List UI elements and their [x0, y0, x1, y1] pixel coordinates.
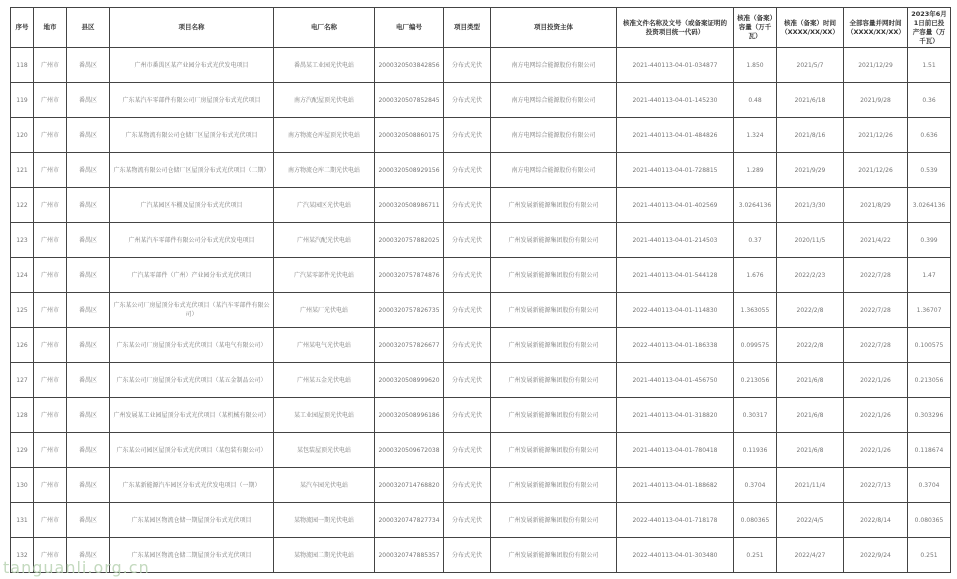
cell-plant-id: 2000320757826677: [375, 328, 444, 363]
cell-grid-date: 2021/9/28: [844, 83, 908, 118]
cell-project-name: 广东某公司厂房屋顶分布式光伏项目（某汽车零部件有限公司）: [110, 293, 274, 328]
cell-city: 广州市: [34, 328, 67, 363]
cell-installed-capacity: 0.399: [908, 223, 951, 258]
cell-grid-date: 2021/12/26: [844, 153, 908, 188]
cell-plant-id: 2000320757874876: [375, 258, 444, 293]
cell-installed-capacity: 1.47: [908, 258, 951, 293]
cell-investor: 广州发展新能源集团股份有限公司: [491, 188, 617, 223]
cell-city: 广州市: [34, 118, 67, 153]
cell-capacity: 0.3704: [734, 468, 777, 503]
project-table: [10, 7, 951, 573]
cell-district: 番禺区: [67, 328, 110, 363]
cell-grid-date: 2022/7/28: [844, 293, 908, 328]
cell-index: 120: [11, 118, 34, 153]
cell-project-type: 分布式光伏: [444, 48, 491, 83]
cell-grid-date: 2022/1/26: [844, 433, 908, 468]
cell-capacity: 0.30317: [734, 398, 777, 433]
cell-project-name: 广州某汽车零部件有限公司分布式光伏发电项目: [110, 223, 274, 258]
cell-grid-date: 2022/1/26: [844, 363, 908, 398]
cell-capacity: 3.0264136: [734, 188, 777, 223]
cell-plant-id: 2000320507852845: [375, 83, 444, 118]
header-district: 县区: [67, 8, 110, 48]
cell-project-name: 广州发展某工业园屋顶分布式光伏项目（某机械有限公司）: [110, 398, 274, 433]
cell-capacity: 0.251: [734, 538, 777, 573]
cell-approval-date: 2021/3/30: [777, 188, 844, 223]
cell-city: 广州市: [34, 503, 67, 538]
cell-plant-id: 2000320508996186: [375, 398, 444, 433]
cell-approval-date: 2020/11/5: [777, 223, 844, 258]
cell-approval-code: 2021-440113-04-01-188682: [617, 468, 734, 503]
cell-capacity: 0.37: [734, 223, 777, 258]
cell-approval-code: 2021-440113-04-01-484826: [617, 118, 734, 153]
cell-capacity: 1.676: [734, 258, 777, 293]
cell-project-name: 广东某园区物流仓储一期屋顶分布式光伏项目: [110, 503, 274, 538]
cell-city: 广州市: [34, 468, 67, 503]
cell-approval-date: 2021/6/8: [777, 433, 844, 468]
cell-city: 广州市: [34, 83, 67, 118]
cell-grid-date: 2022/7/13: [844, 468, 908, 503]
cell-plant-name: 南方汽配屋顶光伏电站: [274, 83, 375, 118]
cell-project-type: 分布式光伏: [444, 293, 491, 328]
cell-plant-name: 南方物流仓库二期光伏电站: [274, 153, 375, 188]
cell-plant-id: 2000320509672038: [375, 433, 444, 468]
cell-city: 广州市: [34, 188, 67, 223]
cell-investor: 南方电网综合能源股份有限公司: [491, 153, 617, 188]
cell-installed-capacity: 0.636: [908, 118, 951, 153]
cell-plant-id: 2000320508999620: [375, 363, 444, 398]
cell-approval-code: 2022-440113-04-01-718178: [617, 503, 734, 538]
cell-investor: 广州发展新能源集团股份有限公司: [491, 433, 617, 468]
cell-capacity: 1.363055: [734, 293, 777, 328]
cell-index: 121: [11, 153, 34, 188]
cell-approval-date: 2022/4/27: [777, 538, 844, 573]
header-plant-id: 电厂编号: [375, 8, 444, 48]
table-row: [11, 328, 951, 363]
cell-project-type: 分布式光伏: [444, 223, 491, 258]
header-approval-date: 核准（备案）时间（XXXX/XX/XX）: [777, 8, 844, 48]
cell-installed-capacity: 0.36: [908, 83, 951, 118]
cell-investor: 南方电网综合能源股份有限公司: [491, 48, 617, 83]
header-grid-date: 全部容量并网时间（XXXX/XX/XX）: [844, 8, 908, 48]
table-row: [11, 538, 951, 573]
cell-project-name: 广东某公司厂房屋顶分布式光伏项目（某五金制品公司）: [110, 363, 274, 398]
cell-installed-capacity: 0.080365: [908, 503, 951, 538]
cell-investor: 广州发展新能源集团股份有限公司: [491, 398, 617, 433]
cell-district: 番禺区: [67, 503, 110, 538]
cell-plant-id: 2000320747885357: [375, 538, 444, 573]
cell-approval-code: 2022-440113-04-01-186338: [617, 328, 734, 363]
cell-project-type: 分布式光伏: [444, 118, 491, 153]
cell-project-name: 广州市番禺区某产业园分布式光伏发电项目: [110, 48, 274, 83]
cell-approval-date: 2021/6/8: [777, 363, 844, 398]
cell-plant-name: 广州某厂光伏电站: [274, 293, 375, 328]
cell-approval-code: 2021-440113-04-01-456750: [617, 363, 734, 398]
cell-district: 番禺区: [67, 153, 110, 188]
cell-district: 番禺区: [67, 223, 110, 258]
cell-plant-name: 某物流园一期光伏电站: [274, 503, 375, 538]
cell-city: 广州市: [34, 258, 67, 293]
watermark: tanguanli.org.cn: [3, 558, 150, 577]
cell-plant-name: 某工业园屋顶光伏电站: [274, 398, 375, 433]
header-installed-capacity: 2023年6月1日前已投产容量（万千瓦）: [908, 8, 951, 48]
header-city: 地市: [34, 8, 67, 48]
cell-district: 番禺区: [67, 188, 110, 223]
cell-project-name: 广汽某园区车棚及屋顶分布式光伏项目: [110, 188, 274, 223]
cell-investor: 广州发展新能源集团股份有限公司: [491, 328, 617, 363]
cell-project-name: 广东某公司厂房屋顶分布式光伏项目（某电气有限公司）: [110, 328, 274, 363]
table-row: [11, 118, 951, 153]
header-investor: 项目投资主体: [491, 8, 617, 48]
cell-index: 130: [11, 468, 34, 503]
cell-investor: 广州发展新能源集团股份有限公司: [491, 258, 617, 293]
cell-project-name: 广东某物流有限公司仓储厂区屋顶分布式光伏项目: [110, 118, 274, 153]
cell-approval-code: 2021-440113-04-01-318820: [617, 398, 734, 433]
cell-investor: 广州发展新能源集团股份有限公司: [491, 363, 617, 398]
cell-plant-id: 2000320714768820: [375, 468, 444, 503]
cell-capacity: 1.289: [734, 153, 777, 188]
cell-project-type: 分布式光伏: [444, 468, 491, 503]
cell-installed-capacity: 0.213056: [908, 363, 951, 398]
cell-grid-date: 2022/9/24: [844, 538, 908, 573]
cell-project-type: 分布式光伏: [444, 153, 491, 188]
cell-project-type: 分布式光伏: [444, 363, 491, 398]
cell-project-type: 分布式光伏: [444, 83, 491, 118]
cell-index: 119: [11, 83, 34, 118]
cell-approval-code: 2021-440113-04-01-780418: [617, 433, 734, 468]
table-row: [11, 503, 951, 538]
header-project-type: 项目类型: [444, 8, 491, 48]
cell-installed-capacity: 0.100575: [908, 328, 951, 363]
cell-city: 广州市: [34, 48, 67, 83]
cell-investor: 广州发展新能源集团股份有限公司: [491, 293, 617, 328]
cell-project-type: 分布式光伏: [444, 503, 491, 538]
cell-approval-date: 2021/11/4: [777, 468, 844, 503]
cell-grid-date: 2022/1/26: [844, 398, 908, 433]
cell-project-type: 分布式光伏: [444, 258, 491, 293]
cell-city: 广州市: [34, 153, 67, 188]
header-approval-code: 核准文件名称及文号（或备案证明的投资项目统一代码）: [617, 8, 734, 48]
cell-project-name: 广东某汽车零部件有限公司厂房屋顶分布式光伏项目: [110, 83, 274, 118]
cell-installed-capacity: 3.0264136: [908, 188, 951, 223]
cell-district: 番禺区: [67, 48, 110, 83]
cell-approval-code: 2021-440113-04-01-214503: [617, 223, 734, 258]
cell-capacity: 0.48: [734, 83, 777, 118]
cell-district: 番禺区: [67, 398, 110, 433]
cell-installed-capacity: 0.539: [908, 153, 951, 188]
cell-project-name: 广东某公司园区屋顶分布式光伏项目（某包装有限公司）: [110, 433, 274, 468]
cell-approval-date: 2022/2/8: [777, 293, 844, 328]
cell-index: 131: [11, 503, 34, 538]
cell-installed-capacity: 0.303296: [908, 398, 951, 433]
table-row: [11, 363, 951, 398]
cell-project-type: 分布式光伏: [444, 398, 491, 433]
header-capacity: 核准（备案）容量（万千瓦）: [734, 8, 777, 48]
cell-grid-date: 2022/8/14: [844, 503, 908, 538]
cell-installed-capacity: 0.3704: [908, 468, 951, 503]
cell-index: 126: [11, 328, 34, 363]
cell-grid-date: 2021/12/29: [844, 48, 908, 83]
cell-approval-date: 2021/9/29: [777, 153, 844, 188]
cell-capacity: 1.850: [734, 48, 777, 83]
cell-capacity: 1.324: [734, 118, 777, 153]
cell-capacity: 0.099575: [734, 328, 777, 363]
cell-project-name: 广东某园区物流仓储二期屋顶分布式光伏项目: [110, 538, 274, 573]
cell-index: 129: [11, 433, 34, 468]
cell-plant-name: 广汽某零部件光伏电站: [274, 258, 375, 293]
cell-city: 广州市: [34, 293, 67, 328]
cell-index: 128: [11, 398, 34, 433]
cell-approval-date: 2021/6/18: [777, 83, 844, 118]
cell-capacity: 0.080365: [734, 503, 777, 538]
table-row: [11, 223, 951, 258]
cell-plant-id: 2000320747827734: [375, 503, 444, 538]
cell-plant-name: 广州某电气光伏电站: [274, 328, 375, 363]
cell-index: 127: [11, 363, 34, 398]
cell-capacity: 0.11936: [734, 433, 777, 468]
table-row: [11, 153, 951, 188]
cell-plant-name: 广州某汽配光伏电站: [274, 223, 375, 258]
cell-project-type: 分布式光伏: [444, 188, 491, 223]
cell-investor: 广州发展新能源集团股份有限公司: [491, 538, 617, 573]
cell-plant-name: 广汽某园区光伏电站: [274, 188, 375, 223]
cell-project-name: 广汽某零部件（广州）产业园分布式光伏项目: [110, 258, 274, 293]
cell-plant-id: 2000320503842856: [375, 48, 444, 83]
cell-plant-id: 2000320757882025: [375, 223, 444, 258]
cell-plant-name: 某包装屋顶光伏电站: [274, 433, 375, 468]
cell-district: 番禺区: [67, 293, 110, 328]
cell-approval-code: 2021-440113-04-01-145230: [617, 83, 734, 118]
header-plant-name: 电厂名称: [274, 8, 375, 48]
cell-project-type: 分布式光伏: [444, 433, 491, 468]
table-row: [11, 398, 951, 433]
header-project-name: 项目名称: [110, 8, 274, 48]
cell-plant-name: 番禺某工业园光伏电站: [274, 48, 375, 83]
cell-grid-date: 2021/4/22: [844, 223, 908, 258]
cell-grid-date: 2022/7/28: [844, 328, 908, 363]
cell-investor: 广州发展新能源集团股份有限公司: [491, 503, 617, 538]
cell-approval-code: 2021-440113-04-01-544128: [617, 258, 734, 293]
cell-investor: 南方电网综合能源股份有限公司: [491, 118, 617, 153]
header-row: [11, 8, 951, 48]
cell-investor: 广州发展新能源集团股份有限公司: [491, 223, 617, 258]
cell-project-name: 广东某物流有限公司仓储厂区屋顶分布式光伏项目（二期）: [110, 153, 274, 188]
cell-city: 广州市: [34, 363, 67, 398]
cell-city: 广州市: [34, 538, 67, 573]
cell-plant-id: 2000320508860175: [375, 118, 444, 153]
cell-district: 番禺区: [67, 433, 110, 468]
cell-district: 番禺区: [67, 363, 110, 398]
cell-district: 番禺区: [67, 468, 110, 503]
cell-district: 番禺区: [67, 118, 110, 153]
cell-district: 番禺区: [67, 83, 110, 118]
cell-approval-date: 2021/6/8: [777, 398, 844, 433]
cell-index: 124: [11, 258, 34, 293]
cell-index: 118: [11, 48, 34, 83]
cell-city: 广州市: [34, 398, 67, 433]
cell-index: 123: [11, 223, 34, 258]
table-row: [11, 293, 951, 328]
cell-index: 122: [11, 188, 34, 223]
cell-plant-name: 南方物流仓库屋顶光伏电站: [274, 118, 375, 153]
cell-installed-capacity: 0.251: [908, 538, 951, 573]
cell-grid-date: 2021/12/26: [844, 118, 908, 153]
cell-approval-date: 2021/8/16: [777, 118, 844, 153]
cell-city: 广州市: [34, 433, 67, 468]
cell-investor: 南方电网综合能源股份有限公司: [491, 83, 617, 118]
cell-project-name: 广东某新能源汽车园区分布式光伏发电项目（一期）: [110, 468, 274, 503]
cell-project-type: 分布式光伏: [444, 538, 491, 573]
cell-approval-code: 2022-440113-04-01-303480: [617, 538, 734, 573]
table-row: [11, 433, 951, 468]
cell-district: 番禺区: [67, 258, 110, 293]
cell-installed-capacity: 1.51: [908, 48, 951, 83]
cell-district: 番禺区: [67, 538, 110, 573]
cell-grid-date: 2022/7/28: [844, 258, 908, 293]
cell-plant-id: 2000320508929156: [375, 153, 444, 188]
cell-approval-date: 2022/4/5: [777, 503, 844, 538]
cell-project-type: 分布式光伏: [444, 328, 491, 363]
cell-approval-code: 2021-440113-04-01-034877: [617, 48, 734, 83]
cell-index: 125: [11, 293, 34, 328]
table-row: [11, 258, 951, 293]
table-row: [11, 48, 951, 83]
cell-approval-code: 2021-440113-04-01-728815: [617, 153, 734, 188]
cell-plant-id: 2000320757826735: [375, 293, 444, 328]
table-row: [11, 83, 951, 118]
cell-index: 132: [11, 538, 34, 573]
cell-approval-code: 2021-440113-04-01-402569: [617, 188, 734, 223]
cell-capacity: 0.213056: [734, 363, 777, 398]
cell-installed-capacity: 1.36707: [908, 293, 951, 328]
cell-investor: 广州发展新能源集团股份有限公司: [491, 468, 617, 503]
cell-grid-date: 2021/8/29: [844, 188, 908, 223]
cell-plant-name: 广州某五金光伏电站: [274, 363, 375, 398]
cell-plant-name: 某汽车园光伏电站: [274, 468, 375, 503]
cell-city: 广州市: [34, 223, 67, 258]
header-index: 序号: [11, 8, 34, 48]
cell-approval-date: 2022/2/8: [777, 328, 844, 363]
cell-installed-capacity: 0.118674: [908, 433, 951, 468]
table-body: [11, 48, 951, 573]
cell-plant-name: 某物流园二期光伏电站: [274, 538, 375, 573]
cell-approval-code: 2022-440113-04-01-114830: [617, 293, 734, 328]
cell-approval-date: 2022/2/23: [777, 258, 844, 293]
table-row: [11, 188, 951, 223]
cell-approval-date: 2021/5/7: [777, 48, 844, 83]
cell-plant-id: 2000320508986711: [375, 188, 444, 223]
table-row: [11, 468, 951, 503]
